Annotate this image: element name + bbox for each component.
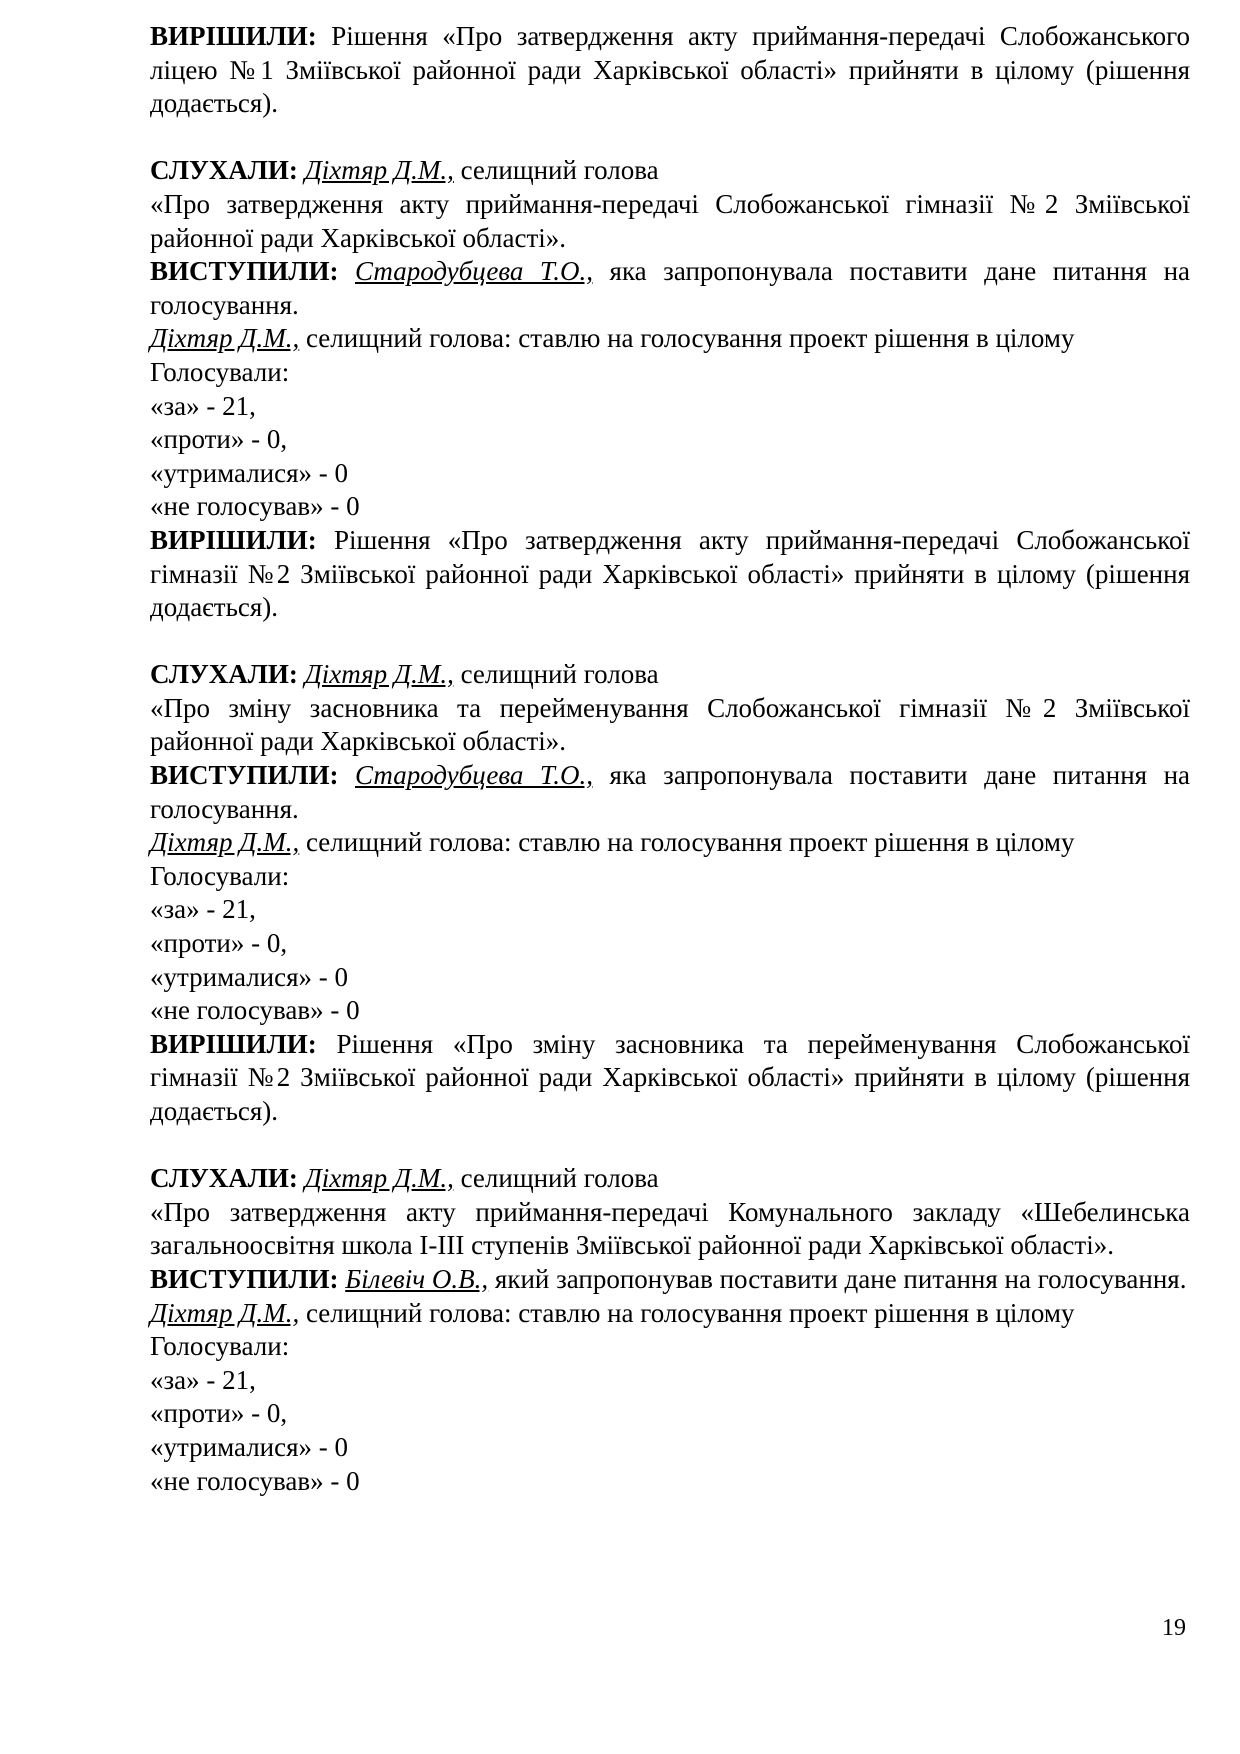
heard-line: [150, 658, 1190, 692]
vote-against: «проти» - 0,: [150, 928, 288, 959]
heard-line: [150, 154, 1190, 188]
heard-line: [150, 1162, 1190, 1196]
spoke-paragraph: [150, 759, 1190, 826]
vote-for: «за» - 21,: [150, 1364, 256, 1395]
spoke-text: яка запропонувала поставити дане питання на голосування.: [150, 760, 1191, 824]
chair-text: селищний голова: ставлю на голосування проект рішення в цілому: [299, 323, 1075, 354]
page-number: 19: [1162, 1615, 1186, 1641]
chair-line: [150, 322, 1190, 356]
agenda-topic: «Про затвердження акту приймання-передачі Слобожанської гімназії №2 Зміївської районної ради Харківської області».: [150, 188, 1190, 253]
heard-role: селищний голова: [453, 1163, 659, 1194]
decision-paragraph: [150, 1028, 1190, 1129]
voted-label: Голосували:: [150, 1331, 290, 1362]
agenda-topic: «Про затвердження акту приймання-передачі Комунального закладу «Шебелинська загальноосвітня школа І-ІІІ ступенів Зміївської районної ради Харківської області».: [150, 1196, 1190, 1261]
section-spacer: [150, 625, 1190, 659]
heard-role: селищний голова: [453, 155, 659, 186]
spoke-speaker: Стародубцева Т.О.,: [354, 256, 593, 287]
spoke-label: ВИСТУПИЛИ:: [150, 1263, 339, 1294]
vote-abstained: «утрималися» - 0: [150, 457, 349, 488]
chair-text: селищний голова: ставлю на голосування проект рішення в цілому: [299, 1297, 1075, 1328]
decision-text: Рішення «Про затвердження акту приймання-передачі Слобожанського ліцею №1 Зміївської районної ради Харківської області» прийняти в цілому (рішення додається).: [150, 21, 1190, 119]
spoke-text: яка запропонувала поставити дане питання на голосування.: [150, 256, 1191, 320]
vote-not-voted: «не голосував» - 0: [150, 1465, 360, 1496]
voted-label: Голосували:: [150, 356, 290, 387]
agenda-topic: «Про зміну засновника та перейменування Слобожанської гімназії №2 Зміївської районної ради Харківської області».: [150, 692, 1190, 757]
vote-abstained: «утрималися» - 0: [150, 1431, 349, 1462]
heard-label: СЛУХАЛИ:: [150, 1163, 298, 1194]
spoke-text: який запропонував поставити дане питання на голосування.: [488, 1263, 1187, 1294]
vote-for: «за» - 21,: [150, 390, 256, 421]
decided-label: ВИРІШИЛИ:: [150, 21, 317, 51]
chair-speaker: Діхтяр Д.М.,: [150, 827, 300, 858]
heard-role: селищний голова: [453, 659, 659, 690]
decision-text: Рішення «Про затвердження акту приймання-передачі Слобожанської гімназії №2 Зміївської районної ради Харківської області» прийняти в цілому (рішення додається).: [150, 524, 1190, 623]
heard-speaker: Діхтяр Д.М.,: [304, 1163, 454, 1194]
heard-label: СЛУХАЛИ:: [150, 659, 298, 690]
vote-not-voted: «не голосував» - 0: [150, 491, 360, 522]
chair-speaker: Діхтяр Д.М.,: [150, 1297, 300, 1328]
chair-text: селищний голова: ставлю на голосування проект рішення в цілому: [299, 827, 1075, 858]
vote-for: «за» - 21,: [150, 894, 256, 925]
vote-against: «проти» - 0,: [150, 1398, 288, 1429]
spoke-speaker: Білевіч О.В.,: [345, 1263, 489, 1294]
spoke-paragraph: [150, 1263, 1190, 1297]
section-spacer: [150, 121, 1190, 155]
heard-label: СЛУХАЛИ:: [150, 155, 298, 186]
heard-speaker: Діхтяр Д.М.,: [304, 155, 454, 186]
decision-paragraph: [150, 20, 1190, 121]
spoke-label: ВИСТУПИЛИ:: [150, 256, 339, 287]
decision-text: Рішення «Про зміну засновника та перейменування Слобожанської гімназії №2 Зміївської районної ради Харківської області» прийняти в цілому (рішення додається).: [150, 1028, 1190, 1126]
voted-label: Голосували:: [150, 860, 290, 891]
decided-label: ВИРІШИЛИ:: [150, 1028, 317, 1059]
chair-line: [150, 1297, 1190, 1331]
heard-speaker: Діхтяр Д.М.,: [304, 659, 454, 690]
chair-speaker: Діхтяр Д.М.,: [150, 323, 300, 354]
spoke-label: ВИСТУПИЛИ:: [150, 760, 339, 791]
decided-label: ВИРІШИЛИ:: [150, 524, 317, 555]
decision-paragraph: [150, 524, 1190, 625]
vote-abstained: «утрималися» - 0: [150, 961, 349, 992]
page-content: [150, 20, 1190, 1498]
spoke-speaker: Стародубцева Т.О.,: [354, 760, 593, 791]
spoke-paragraph: [150, 255, 1190, 322]
vote-against: «проти» - 0,: [150, 424, 288, 455]
chair-line: [150, 826, 1190, 860]
section-spacer: [150, 1129, 1190, 1163]
vote-not-voted: «не голосував» - 0: [150, 995, 360, 1026]
